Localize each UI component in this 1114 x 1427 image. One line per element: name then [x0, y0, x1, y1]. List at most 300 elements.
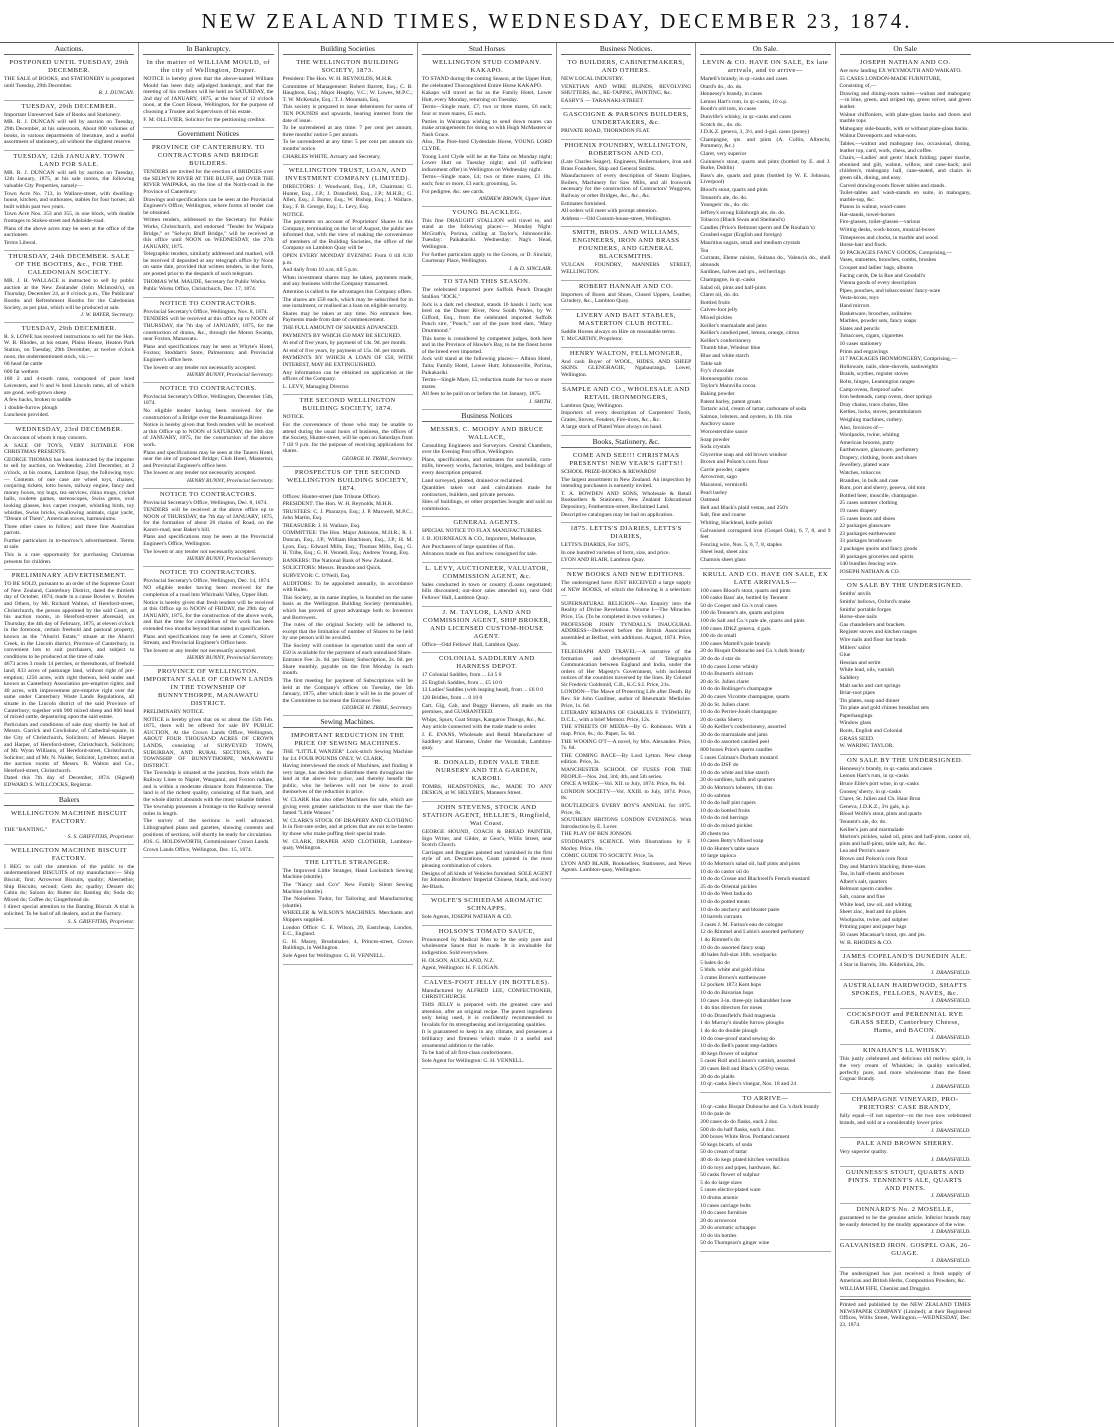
ad-paragraph: 100 do Salt and Co.'s pale ale, quarts and pints — [700, 617, 805, 624]
ad-paragraph: OPEN EVERY MONDAY EVENING From 6 till 8.30 p.m. — [282, 253, 413, 266]
ad-headline: TO STAND THIS SEASON. — [443, 278, 531, 286]
ad-paragraph: AUDITORS: To be appointed annually, in accordance with Rules. — [282, 580, 413, 594]
advertisement — [561, 569, 691, 879]
ad-signature: J. DRANSFIELD. — [930, 1156, 971, 1163]
section-heading: On Sale — [840, 44, 971, 55]
ad-paragraph: To be surrendered at any time: 5 per cent per annum six months' notice. — [282, 139, 413, 152]
ad-paragraph: 10 do Dransfield's fluid magnesia — [700, 1012, 776, 1019]
ad-paragraph: Candles (Price's Belmont sperm and De Roubaix's) — [700, 224, 815, 231]
ad-paragraph: Salt, fine and coarse — [700, 512, 746, 519]
ad-paragraph: Lea and Perrin's sauce — [839, 848, 890, 855]
ad-signature: J. DRANSFIELD. — [930, 969, 971, 976]
ad-paragraph: Brandies, in bulk and case — [839, 477, 899, 484]
ad-paragraph: STODDART'S SCIENCE. With Illustrations by F. Morley. Price, 10s. — [561, 838, 692, 852]
ad-paragraph: At end of five years, by payment of 14s. 9d. per month. — [282, 340, 407, 347]
ad-paragraph: Young Lord Clyde will be at the Taita on Monday night; Lower Hutt on Tuesday night; and (if sufficient inducement offer) in Wellington on Wednesday night. — [421, 153, 552, 173]
ad-paragraph: 10 do pale do — [700, 1111, 731, 1118]
advertisement — [283, 857, 413, 965]
advertisement — [4, 570, 134, 793]
ad-paragraph: 600 fat wethers — [4, 368, 39, 375]
ad-headline: GASCOIGNE & PARSONS BUILDERS, UNDERTAKERS, &c. — [563, 111, 689, 127]
advertisement — [422, 424, 552, 518]
ad-paragraph: Provincial Secretary's Office, Wellington, December 15th, 1874. — [143, 393, 274, 407]
advertisement — [4, 101, 134, 151]
ad-signature: R. J. DUNCAN. — [98, 90, 135, 97]
ad-paragraph: 25 English Saddles, from ... £5 10 0 — [421, 679, 503, 686]
ad-paragraph: 800 boxes Price's sperm candles — [700, 747, 773, 754]
ad-paragraph: Prints and engravings — [839, 348, 888, 355]
advertisement — [422, 926, 552, 977]
ad-paragraph: THE PLAY OF BEN JONSON. — [561, 831, 633, 838]
section-heading: Stud Horses — [422, 44, 552, 55]
printer-imprint: Printed and published by the NEW ZEALAND TIMES NEWSPAPER COMPANY (Limited), at their Registered Offices, Willis Street, Wellington.—WEDNESDAY, Dec. 23, 1874. — [840, 1299, 971, 1328]
ad-paragraph: W. WARING TAYLOR. — [839, 743, 894, 750]
ad-paragraph: 10 do do Bell's patent step-ladders — [700, 1043, 778, 1050]
ad-paragraph: THE SALE of BOOKS, and STATIONERY is postponed until Tuesday, 29th December. — [4, 76, 135, 89]
ad-paragraph: MANCHESTER SCHOOL OF FUSES FOR THE PEOPLE—Nos. 2nd, 3rd, 4th, and 5th series. — [561, 767, 692, 780]
ad-paragraph: 5 cases Colman's Durham mustard — [700, 754, 778, 761]
ad-paragraph: Walnut Davenports and what-nots. — [839, 133, 918, 140]
ad-paragraph: 20 do do plaids — [700, 1073, 735, 1080]
ad-paragraph: The payments on account of Proprietors' Shares in this Company, terminating on the 1st of August, the public are informed that, with the view of making the convenience of members of the Building Societies, the office of the Company on Lambton Quay will be — [282, 219, 413, 252]
ad-paragraph: THE STREETS OF MEDIA—By G. Robinson. With a map. Price, 8s.; do. Paper, 5s. 6d. — [561, 724, 692, 738]
ad-paragraph: Kettles, locks, stoves, perambulators — [839, 409, 922, 416]
ad-paragraph: Also, The Pure-bred Clydesdale Horse, YOUNG LORD CLYDE. — [421, 139, 552, 152]
ad-paragraph: Claret oil, do. do. — [700, 292, 740, 299]
ad-headline: COCKSFOOT and PERENNIAL RYE GRASS SEED, Canterbury Cheese, Hams, and BACON. — [846, 1010, 964, 1034]
advertisement — [840, 1045, 971, 1094]
ad-paragraph: 20 do sardines, halfs and quarters — [700, 777, 776, 784]
advertisement — [422, 517, 552, 562]
ad-paragraph: Smiths' portable forges — [839, 606, 892, 613]
ad-headline: LEVIN & CO. HAVE ON SALE, Ex late arrivals, and to arrive— — [702, 59, 829, 74]
ad-paragraph: Arrowroot, sago — [700, 474, 737, 481]
ad-paragraph: NOTICE. — [282, 211, 305, 218]
ad-paragraph: TOMBS, HEADSTONES, &c., MADE TO ANY DESIGN, at W. HELYER'S, Manners Street. — [421, 783, 552, 797]
ad-paragraph: Jock is a dark red chestnut, stands 16 hands 1 inch; was bred on the Dunter River, New South Wales, by W. Gifford, Esq., from the celebrated imported Suffolk Punch sire, "Punch," out of the pure bred dam, "Mary Drummond." — [421, 301, 552, 334]
ad-paragraph: Carved drawing-room flower tables and stands. — [839, 182, 946, 189]
ad-paragraph: I BEG to call the attention of the public to the undermentioned BISCUITS of my manufacture:— Ship Biscuit, first; Arrowroot Biscuits, quality; Abernethie; Ship Biscuits, second; Gem do; quality; Dessert do; Cabin do; Saloon do; Butter do; Banting do; Soda do; Mixed do; Coffee do; Gingerbread do. — [4, 863, 135, 903]
ad-paragraph: 50 cases Macassar's stout, qts. and pts. — [839, 931, 926, 938]
advertisement — [4, 323, 134, 424]
ad-paragraph: 5 bhds. white and gold china — [700, 967, 765, 974]
ad-paragraph: 33 packages brushware — [839, 538, 892, 545]
ad-paragraph: Bottled fruits — [700, 299, 730, 306]
ad-paragraph: Walnut chiffoniers, with plate-glass backs and doors and marble tops — [839, 111, 971, 125]
ad-paragraph: Tennent's ale, do. do. — [839, 819, 887, 825]
ad-paragraph: Oatmeal — [700, 497, 720, 504]
ad-paragraph: Notice is hereby given that fresh tenders will be received at this Office up to NOON of FRIDAY, the 29th day of JANUARY, 1875, for the construction of the above work, and that the time for completion of the work has been extended two months beyond that stated in specification. — [143, 599, 274, 632]
ad-paragraph: The undersigned has just received a fresh supply of American and British Herbs, Composition Powders, &c. — [839, 1271, 971, 1284]
ad-paragraph: Belmont sperm candles — [839, 886, 893, 893]
ad-paragraph: The township possesses a frontage to the Railway several miles in length. — [143, 804, 274, 817]
ad-paragraph: Land surveyed, plotted, drained or reclaimed. — [421, 477, 524, 484]
ad-headline: LIVERY AND BAIT STABLES, MASTERTON CLUB HOTEL. — [576, 311, 676, 327]
advertisement — [422, 757, 552, 802]
ad-paragraph: Printing paper and paper bags — [839, 924, 907, 931]
advertisement — [561, 227, 691, 280]
ad-paragraph: Terms—Single Mare, £5; reduction made for two or more mares. — [421, 377, 552, 390]
ad-paragraph: Shares may be taken at any time. No entrance fees. Payments made from date of commencement. — [282, 310, 413, 324]
ad-paragraph: The lowest or any tender not necessarily accepted. — [143, 470, 257, 477]
ad-paragraph: Jewellery, plated ware — [839, 462, 890, 469]
ad-paragraph: To be surrendered at any time: 7 per cent per annum, three months' notice 5 per annum. — [282, 125, 413, 138]
ad-paragraph: Drapery, clothing, boots and shoes — [839, 454, 917, 461]
ad-paragraph: Briar-root pipes — [839, 690, 875, 697]
ad-paragraph: Chairs,—Ladies' and gents' black folding; paper mache, ebonised and gilt, walnut, willow, and cane-back; and children's, mahogany hall, cane-seated, and chairs in green silk, dining, and easy. — [839, 155, 971, 181]
ad-paragraph: 50 PACKAGES FANCY GOODS, Comprising,— — [839, 249, 953, 256]
ad-paragraph: LONDON SOCIETY—Vol. XXIII. to July, 1874. Price, 8s. — [561, 788, 692, 802]
ad-paragraph: Boots, English and Colonial — [839, 728, 903, 735]
advertisement — [143, 298, 273, 383]
ad-signature: J. & D. SINCLAIR. — [508, 265, 552, 272]
ad-headline: TO ARRIVE— — [742, 1094, 789, 1102]
ad-paragraph: 317 PACKAGES IRONMONGERY, Comprising,— — [839, 356, 957, 363]
ad-headline: PALE AND BROWN SHERRY. — [856, 1140, 954, 1148]
ad-paragraph: Notice is hereby given that fresh tenders will be received at this Office up to NOON of SATURDAY, the 30th day of JANUARY, 1875, for the construction of the above work. — [143, 422, 274, 448]
ad-paragraph: Vienna goods of every description — [839, 280, 917, 287]
advertisement — [143, 57, 273, 128]
advertisement — [700, 1093, 830, 1252]
ad-paragraph: Are Purchasers of large quantities of flax. — [421, 543, 515, 550]
section-heading: Government Notices — [143, 129, 273, 140]
ad-headline: IMPORTANT REDUCTION IN THE PRICE OF SEWING MACHINES. — [291, 731, 405, 747]
ad-headline: ON SALE BY THE UNDERSIGNED. — [846, 756, 964, 764]
ad-headline: WELLINGTON STUD COMPANY. KAKAPO. — [432, 59, 542, 74]
ad-paragraph: All orders will meet with prompt attention. — [561, 208, 658, 215]
ad-paragraph: 50 do Keiller's confectionery, assorted — [700, 724, 786, 731]
advertisement — [561, 57, 691, 109]
advertisement — [283, 730, 413, 857]
advertisement — [143, 142, 273, 298]
ad-signature: J. DRANSFIELD. — [930, 1127, 971, 1134]
ad-paragraph: The shares are £50 each, which may be subscribed for in one instalment, or realised as a loan on eligible security. — [282, 296, 413, 310]
ad-paragraph: Kakapo will travel as far as the Family Hotel, Lower Hutt, every Monday, returning on Tuesday. — [421, 90, 552, 103]
ad-paragraph: 10 large tapioca — [700, 853, 736, 860]
ad-headline: JOHN STEVENS, STOCK AND STATION AGENT, HELLIE'S, Ringfield, Wai Coast. — [422, 803, 552, 827]
ad-signature: HENRY BUNNY, Provincial Secretary. — [187, 372, 274, 379]
ad-paragraph: 10 do Hunter's table sauce — [700, 845, 760, 852]
advertisement — [561, 140, 691, 227]
advertisement — [422, 57, 552, 207]
ad-paragraph: White lead, oils, varnish — [839, 667, 895, 674]
advertisement — [561, 281, 691, 310]
advertisement — [840, 580, 971, 754]
ad-paragraph: This Society, as its name implies, is founded on the same basis as the Wellington Building Society (terminable), which has proved of great advantage both to Investors and Borrowers. — [282, 594, 413, 621]
ad-headline: HENRY WALTON, FELLMONGER, — [569, 349, 683, 357]
ad-paragraph: 10 do tin bottles — [700, 1232, 737, 1239]
ad-paragraph: White lead, raw oil, and whiting — [839, 901, 912, 908]
advertisement — [422, 977, 552, 1070]
ad-paragraph: Keiller's candied peel, lemon, orange, citron — [700, 330, 800, 337]
ad-paragraph: Quantities taken out and calculations made for contractors, builders, and private persons. — [421, 485, 552, 498]
ad-paragraph: 1 do tins directors for noses — [700, 1005, 763, 1012]
ad-paragraph: Sales conducted in town or country (Loans negotiated; bills discounted; out-door sales attended to), next Odd Fellows' Hall, Lambton Quay. — [421, 581, 552, 602]
ad-paragraph: TENDERS are invited for the erection of BRIDGES over the SELWYN RIVER AT THE BLUFF, and OVER THE RIVER WAIPARA, on the line of the North-road in the Province of Canterbury. — [143, 169, 274, 195]
ad-signature: ANDREW BROWN, Upper Hutt. — [478, 196, 552, 203]
ad-paragraph: This horse is considered by competent judges, both here and in the Province of Hawke's Bay, to be the finest horse of the breed ever imported. — [421, 335, 552, 355]
ad-paragraph: Designs of all kinds of Vehicles furnished. SOLE AGENT for Johnston Brothers' Imperial Chinese, black, and ivory Jet-Black. — [421, 870, 552, 890]
ad-paragraph: THE FULL AMOUNT OF SHARES ADVANCED. — [282, 325, 399, 331]
ad-paragraph: Brown and Polson's corn flour — [700, 459, 769, 466]
ad-headline: NOTICE TO CONTRACTORS. — [159, 299, 257, 307]
ad-paragraph: 25 do do Oriental pickles — [700, 883, 757, 890]
ad-paragraph: LETTS'S DIARIES, For 1875, — [561, 542, 630, 549]
ad-paragraph: 55 CASES LONDON-MADE FURNITURE, — [839, 75, 942, 82]
ad-paragraph: Plans and specifications may be seen at the Provincial Engineer's Office, Wellington. — [143, 534, 274, 548]
ad-paragraph: F. M. OLLIVIER, Solicitor for the petitioning creditor. — [143, 116, 267, 123]
ad-paragraph: 1 do Murray's double furrow ploughs — [700, 1020, 784, 1027]
ad-paragraph: W. CLARK Has also other Machines for sale, which are giving even greater satisfaction to the user than the far-famed "Little Wanzer." — [282, 797, 413, 817]
ad-paragraph: Tables,—walnut and mahogany loo, occasional, dining, leather top, card, work, chess, and coffee. — [839, 140, 971, 154]
ad-paragraph: Table salt — [700, 360, 722, 367]
advertisement — [840, 755, 971, 951]
ad-paragraph: Terms—Single mare, £4; two or three mares, £3 10s. each; four or more, £3 each; grooming, 5s. — [421, 174, 552, 187]
ad-paragraph: T. A. BOWDEN AND SONS, Wholesale & Retail Booksellers & Stationers, New Zealand Educational Depository, Featherston-street, Reclaimed Land. — [561, 490, 692, 510]
ad-paragraph: W. B. RHODES & CO. — [839, 939, 893, 946]
ad-headline: KRULL AND CO. HAVE ON SALE, EX LATE ARRIVALS— — [702, 570, 828, 586]
ad-paragraph: CHARLES WHITE, Actuary and Secretary. — [282, 153, 381, 160]
ad-paragraph: (Late Charles Seager), Engineers, Boilermakers, Iron and Brass Founders, Ship and General Smiths. — [561, 158, 692, 172]
ad-headline: NOTICE TO CONTRACTORS. — [159, 568, 257, 576]
advertisement — [422, 802, 552, 895]
ad-paragraph: Watches, tobaccos — [839, 470, 881, 477]
ad-paragraph: Cart, Gig, Cab, and Buggy Harness, all made on the premises, and GUARANTEED. — [421, 702, 552, 716]
ad-paragraph: Otard's do., do. do. — [700, 83, 743, 90]
ad-paragraph: Committee of Management: Robert Barrett, Esq.; C. B. Haughton, Esq.; Major Heaphy, V.C.; W. Lowes, M.P.C.; T. W. McKenzie, Esq.; T. J. Mountain, Esq. — [282, 83, 413, 103]
ad-paragraph: 20 do do 4 star do — [700, 655, 741, 662]
advertisement — [840, 1240, 971, 1269]
ad-paragraph: 10 do do red herrings — [700, 815, 749, 822]
ad-paragraph: For further particulars apply to the Groom, or D. Sinclair, Courtenay Place, Wellington. — [421, 251, 552, 265]
ad-paragraph: Scotch do., do. do. — [700, 121, 743, 128]
ad-paragraph: Are now landing EX WEYMOUTH AND WAIKATO. — [839, 68, 962, 74]
ad-paragraph: 20 do St. Julien claret — [700, 678, 749, 685]
ad-headline: THE WELLINGTON BUILDING SOCIETY, 1873. — [296, 59, 400, 74]
ad-signature: J. DRANSFIELD. — [930, 1193, 971, 1200]
ad-paragraph: VENETIAN AND WIRE BLINDS, REVOLVING SHUTTERS, &c., RE-TAPING, PAINTING, &c. — [561, 83, 692, 97]
ad-paragraph: Salmon, lobsters, and oysters, in 1lb. tins — [700, 413, 793, 420]
ad-paragraph: 50 kegs bicarb. of soda — [700, 1141, 752, 1148]
ad-paragraph: This society is prepared to issue debentures for sums of TEN POUNDS and upwards, bearing interest from the date of issue. — [282, 104, 413, 124]
ad-headline: J. M. TAYLOR, LAND AND COMMISSION AGENT, SHIP BROKER, AND LICENSED CUSTOM-HOUSE AGENT. — [423, 608, 551, 640]
ad-paragraph: fully equal—if not superior—to the two now celebrated brands, and sold at a considerably lower price. — [839, 1113, 971, 1127]
ad-paragraph: Consulting Engineers and Surveyors. Central Chambers, over the Evening Post office, Wellington. — [421, 442, 552, 456]
ad-paragraph: TO BE SOLD, pursuant to an order of the Supreme Court of New Zealand, Canterbury District, dated the thirtieth day of October, 1874, made in a cause Bowles v. Bowles and Others, by Mr. Richard Walton, of Hereford-street, Christchurch, the person appointed by the said Court, at his auction rooms, in Hereford-street aforesaid, on Thursday, the 4th day of February, 1875, at eleven o'clock in the forenoon, certain freehold and pastoral property, known as the "Ahuriri Estate," situate at the Ahuriri Creek, in the Lincoln district, Province of Canterbury, in convenient lots to suit purchasers, and subject to conditions to be produced at the time of sale. — [4, 581, 135, 660]
ad-paragraph: Champagne, qts. and pints (A. Collin, Albrecht, Pommery, &c.) — [700, 136, 831, 150]
ad-paragraph: 20 do Morton's lobsters, 1lb tins — [700, 785, 773, 792]
ad-paragraph: Blue and white starch — [700, 352, 749, 359]
ad-paragraph: Importers of every description of Carpenters' Tools, Grates, Stoves, Fenders, Fire-irons, &c., &c. — [561, 410, 692, 423]
ad-paragraph: Salad oil, pints and half-pints — [700, 284, 766, 291]
ad-paragraph: MR. R. J. DUNCAN will sell by auction on Tuesday, 12th January, 1875, at his sale rooms, the following valuable City Properties, namely— — [4, 169, 135, 189]
ad-signature: J. DRANSFIELD. — [930, 1257, 971, 1264]
ad-paragraph: 5 cases Roll and Lisson's varnish, assorted — [700, 1058, 796, 1065]
ad-paragraph: guaranteed to be the genuine article. Inferior brands may be easily detected by the muddy appearance of the wine. — [839, 1215, 971, 1228]
ad-paragraph: Slates and pencils — [839, 325, 880, 332]
ad-paragraph: Manufacturers of every description of Steam Engines, Boilers, Machinery for Saw Mills, and all Ironwork necessary for the construction of Contractors' Waggons, Railway or other Bridges, &c., &c., &c. — [561, 173, 692, 199]
ad-paragraph: Weighing machines, cutlery. — [839, 416, 903, 423]
ad-paragraph: Rum, port and sherry, geneva, old tom — [839, 485, 926, 492]
ad-signature: J. DRANSFIELD. — [930, 998, 971, 1005]
ad-paragraph: A large stock of Plated Ware always on hand. — [561, 424, 663, 431]
ad-paragraph: Parties in Wairarapa wishing to send down mares can make arrangements for doing so with Hugh McMasters or Nash Grace. — [421, 118, 552, 138]
advertisement — [422, 653, 552, 757]
advertisement — [4, 424, 134, 570]
ad-paragraph: Town Acre No. 713, in Wallace-street, with dwelling-house, kitchen, and outhouses, stables for four horses; all built within past two years. — [4, 190, 135, 210]
ad-headline: GENERAL AGENTS. — [453, 519, 521, 527]
advertisement — [422, 895, 552, 926]
ad-paragraph: Horse-hair and flock. — [839, 242, 888, 249]
ad-paragraph: 10 do do Bavarian hops — [700, 990, 754, 997]
ad-paragraph: Consisting of,— — [839, 83, 877, 90]
advertisement — [561, 450, 691, 523]
advertisement — [840, 57, 971, 580]
ad-paragraph: GEORGE THOMAS has been instructed by the importer to sell by auction, on Wednesday, 23rd December, at 2 o'clock, at his rooms, Lambton Quay, the following toys:— Contents of one case are wheel toys, chaises, conjuring tickets, lotto boxes, railway engine, fancy and money boxes, toy bugs, tea services, china mugs, cricket balls, roulette games, stereoscopes, Swiss gems, oval looking glasses, box carpet croquet, whistling birds, toy whistles, Swiss bricks, swallowing animals, cigar yacht, "Dream of Them", American stoves, harmoniums. — [4, 456, 135, 523]
ad-headline: PHOENIX FOUNDRY, WELLINGTON, ROBERTSON AND CO. — [564, 141, 688, 157]
ad-paragraph: Toilet-tables and wash-stands en suite, in mahogany, marble-top, &c. — [839, 190, 971, 203]
ad-paragraph: MR. R. J. DUNCAN will sell by auction on Tuesday, 29th December, at his salesroom, About 800 volumes of books, in various departments of literature, and a useful assortment of stationery, all without the slightest reserve. — [4, 119, 135, 146]
ad-paragraph: Provincial Secretary's Office, Wellington, Dec. 14, 1874. — [143, 577, 271, 584]
ad-headline: L. LEVY, AUCTIONEER, VALUATOR, COMMISSION AGENT, &c. — [425, 564, 549, 580]
ad-paragraph: Keiller's confectionery — [700, 337, 752, 344]
ad-paragraph: BANKERS: The National Bank of New Zealand. — [282, 557, 393, 564]
ad-paragraph: 10 do do assorted candied peel — [700, 739, 770, 746]
ad-paragraph: 10 cases carriage bolts — [700, 1202, 751, 1209]
advertisement — [4, 808, 134, 845]
ad-paragraph: Plans, specifications, and estimates for sawmills, corn-mills, brewery works, factories, bridges, and buildings of every description prepared. — [421, 456, 552, 476]
ad-paragraph: 3 crates Brown's earthenware — [700, 974, 767, 981]
ad-paragraph: LONDON—The Mawe of Protecting Life after Death. By Rev. Sir John Gardiner, author of Rheumatic Medicine. Price, 1s. 6d. — [561, 689, 692, 709]
ad-paragraph: Iron bedsteads, camp ovens, door springs — [839, 394, 932, 401]
ad-paragraph: Address:—Old Custom-house-street, Wellington. — [561, 215, 672, 222]
ad-headline: NOTICE TO CONTRACTORS. — [159, 384, 257, 392]
ad-paragraph: Town Acre Nos. 353 and 355, in one block, with double frontages to Stokes-street and Adelaide-road. — [4, 211, 135, 224]
ad-headline: In the matter of WILLIAM MOULD, of the city of Wellington, Draper. — [146, 59, 271, 74]
column-6 — [696, 43, 835, 1427]
ad-paragraph: 4673 acres 3 roods 14 perches, or thereabouts, of freehold land; 833 acres of pasturage land, without right of pre-emption; 1256 acres, with right thereon, held under and known as Canterbury Association pre-emptive rights; and 40 acres, with improvement pre-emptive right over the same under Canterbury Waste Lands Regulations, all situate in the Lincoln district of the said Province of Canterbury; together with 900 mixed sheep and 800 head of mixed cattle, depasturing upon the said estate. — [4, 661, 135, 721]
ad-paragraph: WILLIAM FIFE, Chemist and Druggist. — [839, 1285, 931, 1292]
ad-paragraph: GEORGE HOUND, COACH & BREAD PAINTER, Sign Writer, and Gilder, at Geor's, Willis Street, near Scotch Church. — [421, 828, 552, 849]
ad-paragraph: Basketware, brooches, solitaires — [839, 310, 912, 317]
ad-headline: TO BUILDERS, CABINETMAKERS, AND OTHERS. — [567, 59, 685, 74]
ad-paragraph: 40 kegs flower of sulphur — [700, 1050, 758, 1057]
ad-signature: GEORGE H. TRIBE, Secretary. — [341, 705, 413, 712]
ad-headline: R. DONALD, EDEN VALE TREE NURSERY AND TEA GARDEN, KARORI. — [434, 758, 540, 782]
ad-paragraph: Brown and Polson's corn flour — [839, 855, 908, 862]
ad-paragraph: The celebrated imported pure Suffolk Punch Draught Stallion "JOCK." — [421, 287, 552, 301]
ad-paragraph: Glycerine soap and old brown windsor — [700, 451, 788, 458]
advertisement — [143, 666, 273, 858]
ad-paragraph: 50 casks flower of sulphur — [700, 1172, 760, 1179]
ad-paragraph: PRELIMINARY NOTICE. — [143, 708, 205, 715]
ad-paragraph: Terms—Single mare, £7; two or three mares, £6 each; four or more mares, £5 each. — [421, 104, 552, 117]
ad-paragraph: SCHOOL PRIZE-BOOKS & REWARDS! — [561, 469, 657, 476]
ad-paragraph: Sites of buildings, or other properties bought and sold on commission. — [421, 499, 552, 512]
ad-paragraph: THE COMING RACE—By Lord Lytton. New cheap edition. Price, 3s. — [561, 752, 692, 766]
ad-paragraph: 10 do do potted meats — [700, 898, 750, 905]
ad-paragraph: Glue — [839, 652, 851, 659]
ad-paragraph: JOS. G. HOLDSWORTH, Commissioner Crown Lands. — [143, 839, 270, 846]
ad-paragraph: 20 do casks Sherry — [700, 716, 743, 723]
section-heading: Auctions. — [4, 44, 134, 55]
ad-paragraph: Provincial Secretary's Office, Wellington, Dec. 8, 1874. — [143, 499, 268, 506]
ad-paragraph: American brooms, putty — [839, 439, 895, 446]
ad-paragraph: For pedigree, &c. see cards. — [421, 188, 485, 195]
ad-paragraph: 10 cases 3-in. three-ply indiarubber hose — [700, 997, 792, 1004]
ad-paragraph: 50 do Cooper and Co.'s oval cases — [700, 602, 777, 609]
advertisement — [283, 57, 413, 165]
ad-headline: ON SALE BY THE UNDERSIGNED. — [846, 582, 964, 590]
ad-headline: ROBERT HANNAH AND CO. — [579, 282, 674, 290]
ad-paragraph: 30 packages groceries and spirits — [839, 553, 914, 560]
ad-paragraph: Office—Odd Fellows' Hall, Lambton Quay. — [421, 641, 520, 648]
ad-headline: COME AND SEE!!! CHRISTMAS PRESENTS! NEW YEAR'S GIFTS!! — [569, 452, 683, 468]
advertisement — [4, 845, 134, 929]
ad-paragraph: Register stoves and kitchen ranges — [839, 629, 917, 636]
ad-paragraph: Timepieces and clocks, in marble and wood — [839, 234, 938, 241]
ad-paragraph: Crushed sugar (English and foreign) — [700, 232, 782, 239]
ad-paragraph: Worcestershire sauce — [700, 428, 748, 435]
column-4 — [418, 43, 557, 1427]
ad-signature: HENRY BUNNY, Provincial Secretary. — [187, 556, 274, 563]
ad-paragraph: Gooseq' sherry, in qr.-casks — [839, 788, 901, 795]
ad-paragraph: Carriages and Buggies painted and varnished in the first style of art. Decorations, Coats painted in the most pleasing combination of colors. — [421, 849, 552, 869]
ad-paragraph: NOTICE is hereby given that on or about the 15th Feb. 1875, there will be offered for sale BY PUBLIC AUCTION, At the Crown Lands Office, Wellington, ABOUT FOUR THOUSAND ACRES OF CROWN LANDS, consisting of SURVEYED TOWN, SUBURBAN, AND RURAL SECTIONS, in the TOWNSHIP OF BUNNYTHORPE, MANAWATU DISTRICT. — [143, 716, 274, 769]
ad-paragraph: Hessian and serim — [839, 659, 881, 666]
ad-signature: J. DRANSFIELD. — [930, 1083, 971, 1090]
ad-paragraph: Tin plate and gold chimes breakfast sets — [839, 705, 930, 712]
ad-paragraph: Luncheon provided. — [4, 412, 50, 419]
ad-paragraph: Terms Liberal. — [4, 239, 37, 246]
ad-paragraph: For the convenience of those who may be unable to attend during the usual hours of business, the offices of the Society, Hunter-street, will be open on Saturdays from 7 till 9 p.m. for the purpose of receiving applications for shares. — [282, 421, 413, 455]
section-heading: In Bankruptcy. — [143, 44, 273, 55]
ad-paragraph: T. McCARTHY, Proprietor. — [561, 336, 623, 343]
ad-headline: GUINNESS'S STOUT, QUARTS AND PINTS. TENNENT'S ALE, QUARTS AND PINTS. — [845, 1169, 965, 1193]
ad-paragraph: Facing cards, De la Rue and Goodall's — [839, 272, 926, 279]
ad-paragraph: 20 do St. Julien claret — [700, 701, 749, 708]
advertisement — [4, 151, 134, 252]
ad-paragraph: Tartaric acid, cream of tartar, carbonate of soda — [700, 406, 807, 413]
ad-paragraph: Galvanised corrugated iron (Gospel Oak), 6, 7, 8, and 9 feet — [700, 527, 831, 541]
ad-headline: HOLSON'S TOMATO SAUCE, — [438, 927, 536, 935]
ad-headline: JOSEPH NATHAN AND CO. — [859, 59, 951, 66]
ad-paragraph: Morton's pickles, salad oil, pints and half-pints, castor oil, pints and half-pints, table salt, &c. &c. — [839, 834, 971, 847]
ad-paragraph: Further particulars in to-morrow's advertisement. Terms at sale. — [4, 537, 135, 551]
ad-paragraph: Wire nails and floor bar brads — [839, 636, 907, 643]
ad-paragraph: 50 do cream of tartar — [700, 1149, 748, 1156]
ad-paragraph: Mahogany side-boards, with or without plate-glass backs. — [839, 125, 969, 132]
ad-paragraph: Youngers' do., do. do. — [700, 202, 750, 209]
ad-paragraph: Fire-glasses, toilet-glasses—various — [839, 219, 921, 226]
ad-paragraph: Woolpacks, twine, whiting — [839, 432, 900, 439]
ad-paragraph: Dated this 7th day of December, 1874. (Signed) EDWARD S. WILLCOCKS, Registrar. — [4, 775, 135, 789]
advertisement — [283, 165, 413, 395]
ad-paragraph: 20 do cases Vicomte champagne, quarts — [700, 693, 790, 700]
ad-paragraph: 10 do do castor oil do — [700, 868, 749, 875]
ad-paragraph: Salt, coarse and fine — [839, 893, 885, 900]
ad-paragraph: Vesta-boxes, toys — [839, 295, 879, 302]
ad-paragraph: Any article connected with the trade made to order. — [421, 724, 537, 731]
ad-paragraph: Lambton Quay, Wellington. — [561, 402, 624, 409]
ad-paragraph: When investment shares may be taken, payments made, and any business with the Company transacted. — [282, 274, 413, 288]
ad-paragraph: 23 packages earthenware — [839, 530, 896, 537]
ad-paragraph: 10 do toys and pipes, hardware, &c. — [700, 1164, 781, 1171]
ad-paragraph: Having interviewed the stock of Machines, and finding it very large, has decided to distribute them throughout the land at the above low price, and thereby benefit the public, who he believes will not be slow to avail themselves of the reduction in price. — [282, 763, 413, 796]
ad-paragraph: 15 cases boots and shoes — [839, 515, 896, 522]
ad-headline: DINNARD'S No. 2 MOSELLE, — [856, 1206, 954, 1213]
ad-headline: THURSDAY, 24th DECEMBER. SALE OF THE BOOTHS, &c., FOR THE CALEDONIAN SOCIETY. — [8, 253, 130, 277]
